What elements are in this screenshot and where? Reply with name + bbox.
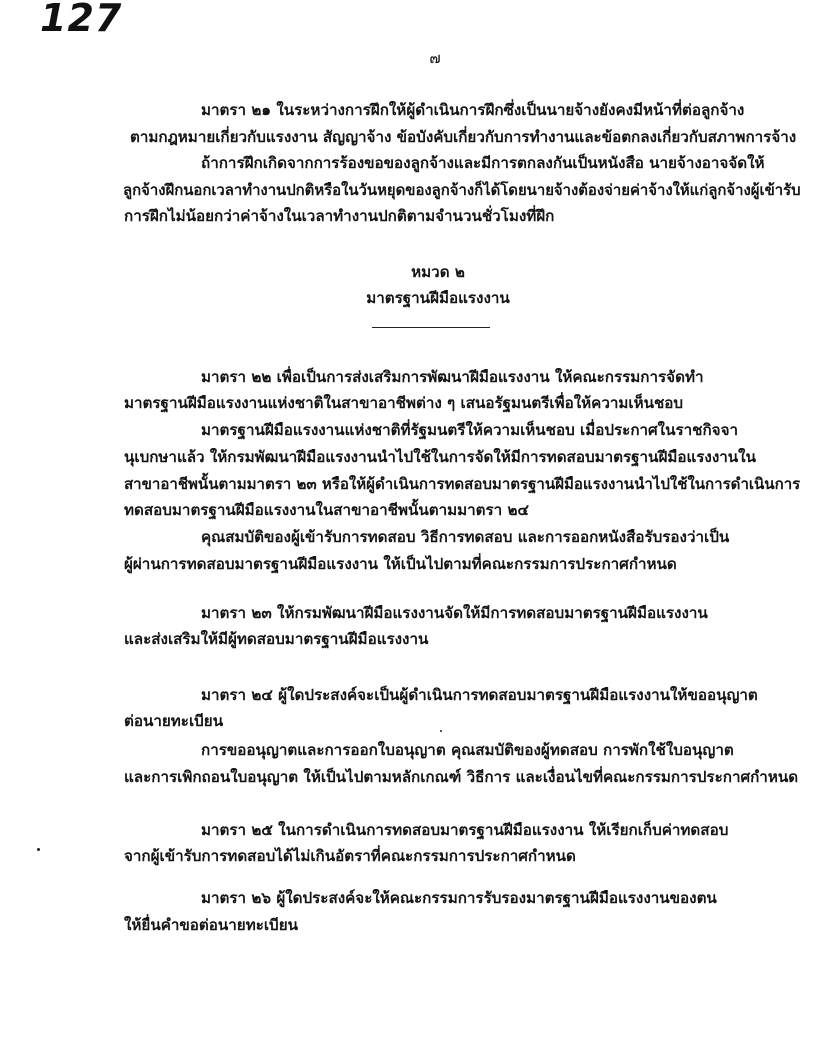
text-line: มาตรา ๒๖ ผู้ใดประสงค์จะให้คณะกรรมการรับรองมาตรฐานฝีมือแรงงานของตน bbox=[201, 889, 717, 907]
page-number: ๗ bbox=[429, 49, 441, 67]
text-line: มาตรา ๒๕ ในการดำเนินการทดสอบมาตรฐานฝีมือแรงงาน ให้เรียกเก็บค่าทดสอบ bbox=[201, 821, 729, 839]
text-line: ทดสอบมาตรฐานฝีมือแรงงานในสาขาอาชีพนั้นตามมาตรา ๒๔ bbox=[124, 501, 529, 519]
text-line: มาตรฐานฝีมือแรงงานแห่งชาติในสาขาอาชีพต่าง ๆ เสนอรัฐมนตรีเพื่อให้ความเห็นชอบ bbox=[124, 394, 684, 412]
text-line: ต่อนายทะเบียน bbox=[124, 712, 224, 730]
text-line: คุณสมบัติของผู้เข้ารับการทดสอบ วิธีการทดสอบ และการออกหนังสือรับรองว่าเป็น bbox=[201, 528, 730, 546]
text-line: สาขาอาชีพนั้นตามมาตรา ๒๓ หรือให้ผู้ดำเนินการทดสอบมาตรฐานฝีมือแรงงานนำไปใช้ในการดำเนินการ bbox=[124, 475, 801, 493]
text-line: มาตรา ๒๔ ผู้ใดประสงค์จะเป็นผู้ดำเนินการทดสอบมาตรฐานฝีมือแรงงานให้ขออนุญาต bbox=[201, 686, 758, 704]
chapter-title: หมวด ๒ bbox=[411, 263, 465, 281]
text-line: ลูกจ้างฝึกนอกเวลาทำงานปกติหรือในวันหยุดของลูกจ้างก็ได้โดยนายจ้างต้องจ่ายค่าจ้างให้แก่ลูกจ้างผู้เข้ารับ bbox=[123, 181, 801, 199]
text-line: มาตรฐานฝีมือแรงงานแห่งชาติที่รัฐมนตรีให้ความเห็นชอบ เมื่อประกาศในราชกิจจา bbox=[201, 421, 738, 439]
scan-speck bbox=[37, 848, 40, 851]
text-line: จากผู้เข้ารับการทดสอบได้ไม่เกินอัตราที่คณะกรรมการประกาศกำหนด bbox=[124, 847, 576, 865]
chapter-subtitle: มาตรฐานฝีมือแรงงาน bbox=[366, 289, 510, 307]
scan-speck bbox=[440, 730, 442, 732]
text-line: มาตรา ๒๓ ให้กรมพัฒนาฝีมือแรงงานจัดให้มีการทดสอบมาตรฐานฝีมือแรงงาน bbox=[201, 604, 708, 622]
text-line: ถ้าการฝึกเกิดจากการร้องขอของลูกจ้างและมีการตกลงกันเป็นหนังสือ นายจ้างอาจจัดให้ bbox=[201, 154, 765, 172]
text-line: มาตรา ๒๑ ในระหว่างการฝึกให้ผู้ดำเนินการฝึกซึ่งเป็นนายจ้างยังคงมีหน้าที่ต่อลูกจ้าง bbox=[201, 101, 745, 119]
text-line: ผู้ผ่านการทดสอบมาตรฐานฝีมือแรงงาน ให้เป็นไปตามที่คณะกรรมการประกาศกำหนด bbox=[124, 555, 677, 573]
text-line: มาตรา ๒๒ เพื่อเป็นการส่งเสริมการพัฒนาฝีมือแรงงาน ให้คณะกรรมการจัดทำ bbox=[201, 368, 704, 386]
text-line: ตามกฎหมายเกี่ยวกับแรงงาน สัญญาจ้าง ข้อบังคับเกี่ยวกับการทำงานและข้อตกลงเกี่ยวกับสภาพการจ้าง bbox=[130, 128, 797, 146]
text-line: การฝึกไม่น้อยกว่าค่าจ้างในเวลาทำงานปกติตามจำนวนชั่วโมงที่ฝึก bbox=[124, 207, 555, 225]
text-line: และส่งเสริมให้มีผู้ทดสอบมาตรฐานฝีมือแรงงาน bbox=[124, 630, 429, 648]
handwritten-page-number: 127 bbox=[40, 0, 123, 40]
text-line: และการเพิกถอนใบอนุญาต ให้เป็นไปตามหลักเกณฑ์ วิธีการ และเงื่อนไขที่คณะกรรมการประกาศกำหนด bbox=[124, 768, 799, 786]
text-line: ให้ยื่นคำขอต่อนายทะเบียน bbox=[124, 916, 298, 934]
text-line: นุเบกษาแล้ว ให้กรมพัฒนาฝีมือแรงงานนำไปใช้ในการจัดให้มีการทดสอบมาตรฐานฝีมือแรงงานใน bbox=[124, 448, 756, 466]
chapter-divider bbox=[372, 327, 490, 328]
text-line: การขออนุญาตและการออกใบอนุญาต คุณสมบัติของผู้ทดสอบ การพักใช้ใบอนุญาต bbox=[201, 741, 734, 759]
